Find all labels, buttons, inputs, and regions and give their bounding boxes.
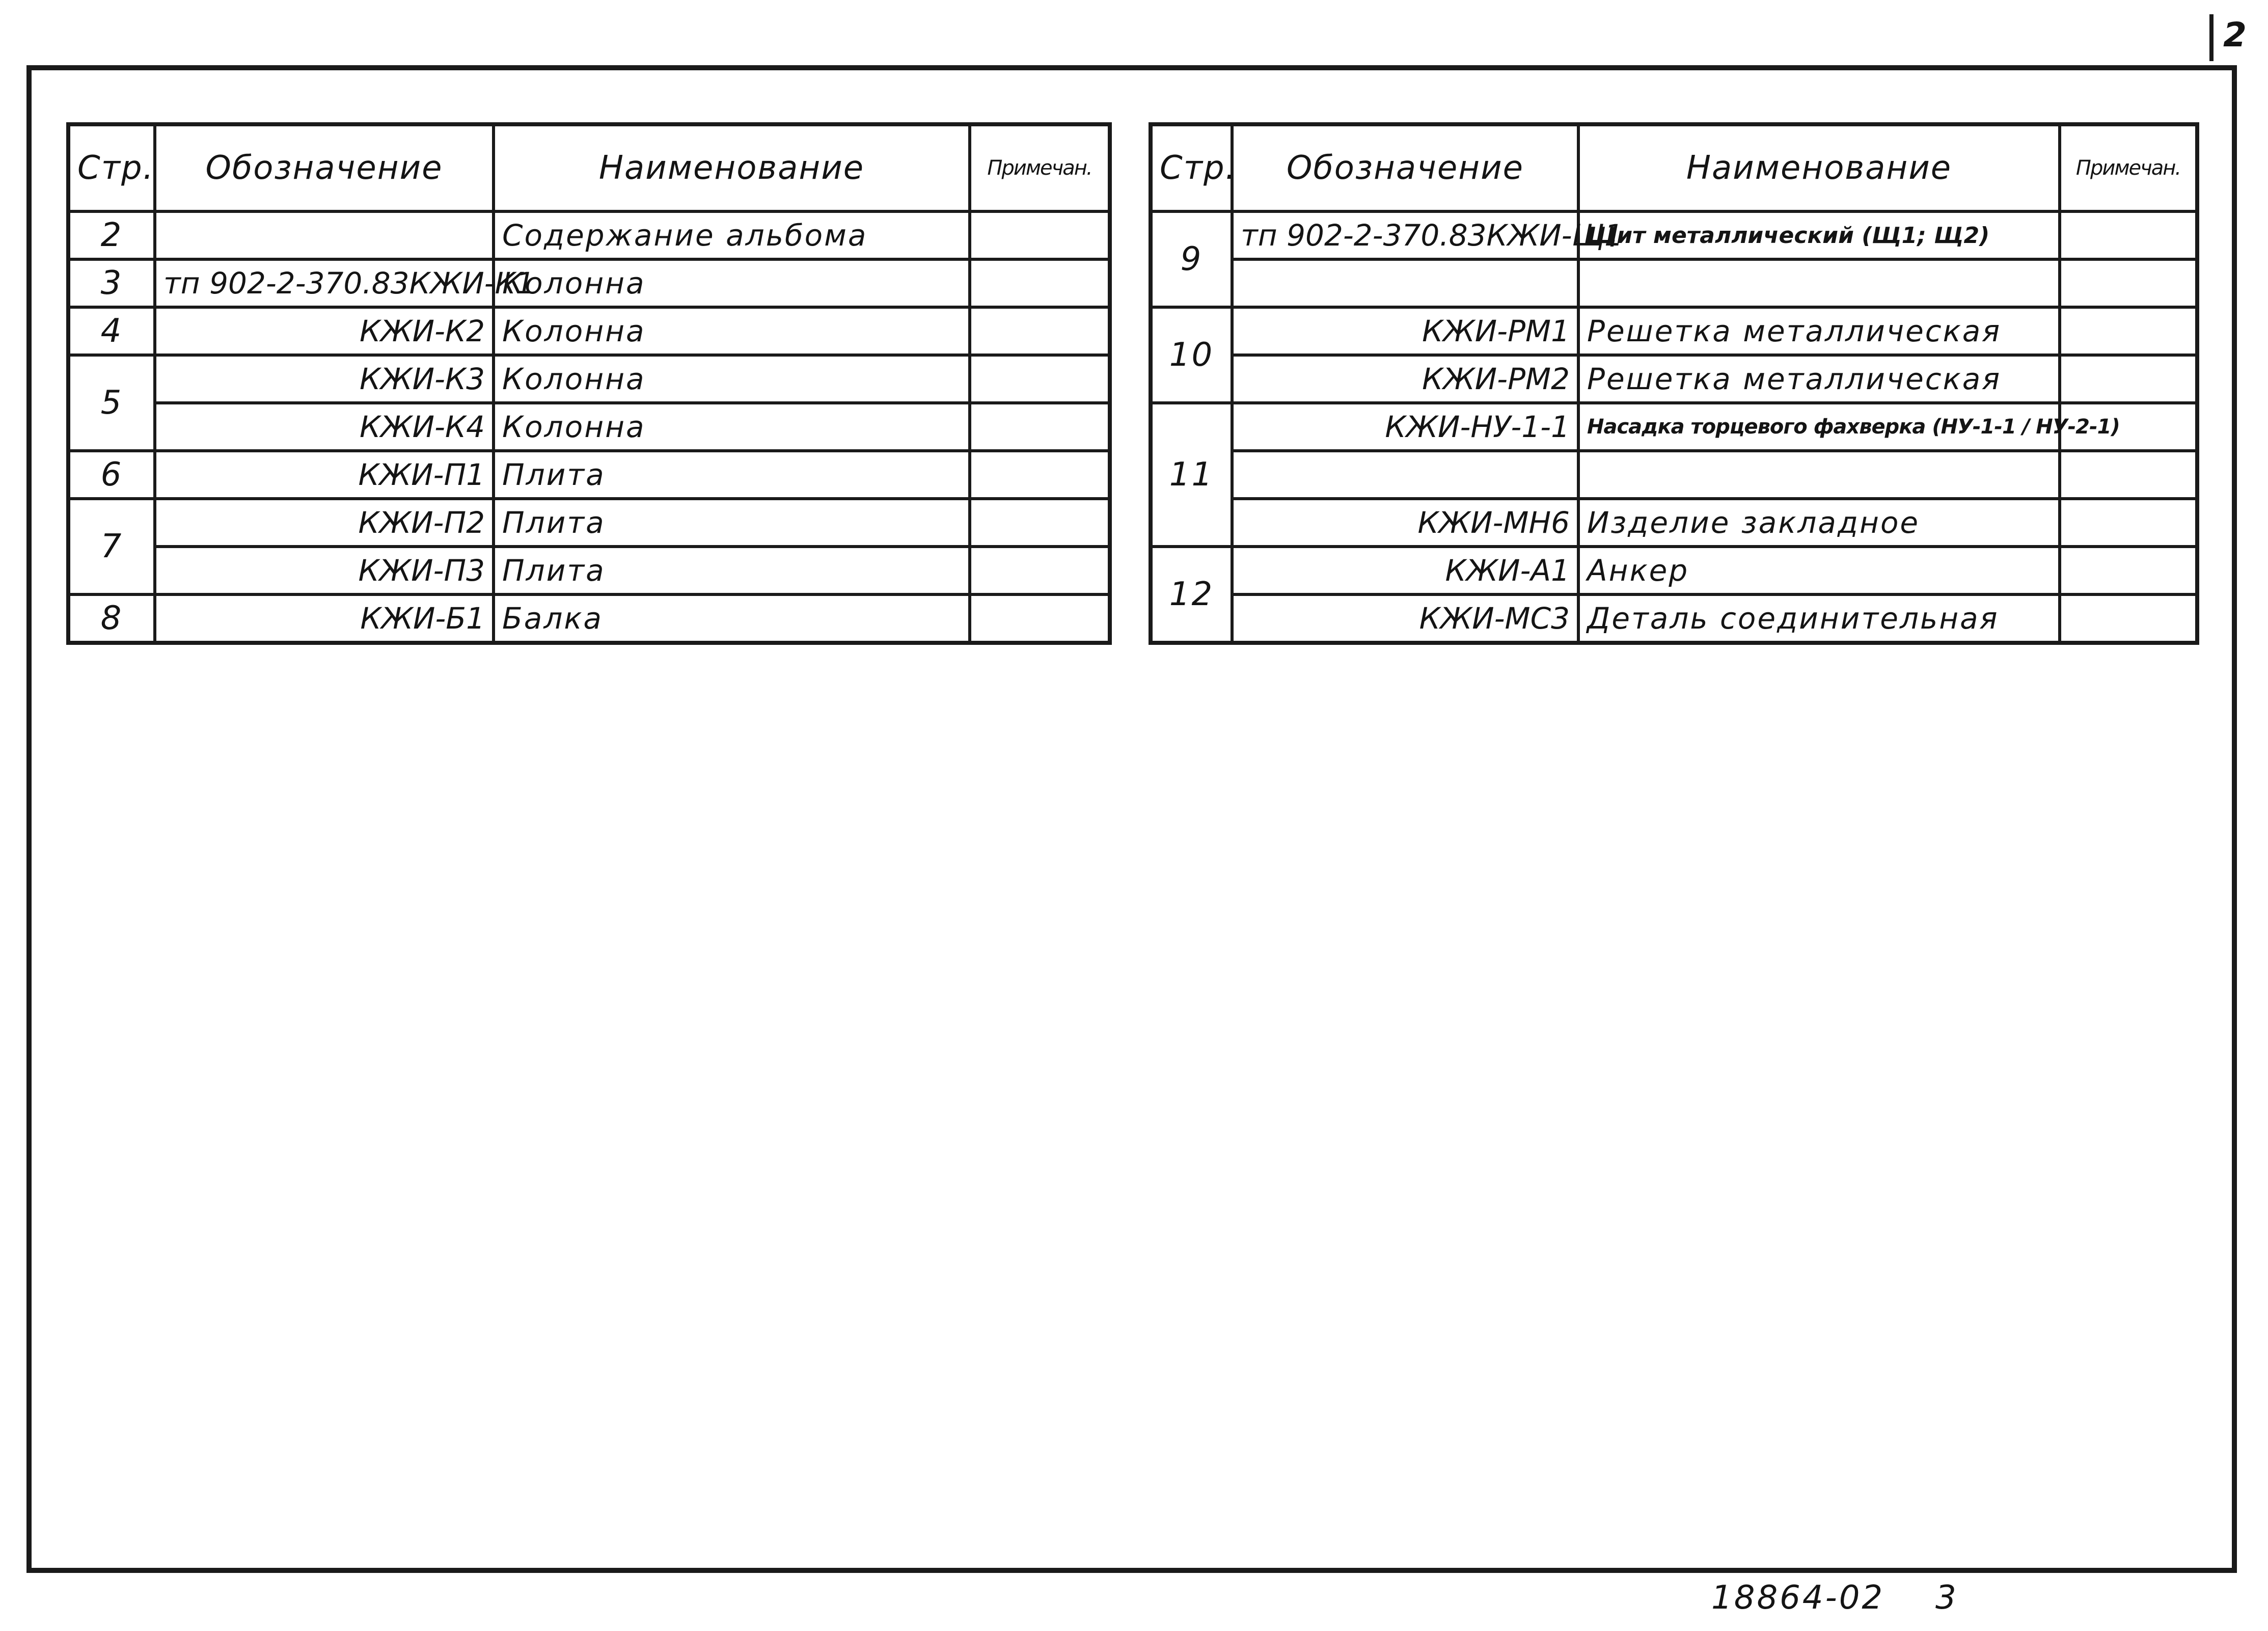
designation: КЖИ-РМ1	[1232, 307, 1578, 355]
item-name: Колонна	[494, 307, 970, 355]
page-number: 9	[1151, 211, 1232, 307]
page-number: 10	[1151, 307, 1232, 403]
item-name: Колонна	[494, 403, 970, 451]
note-cell	[970, 259, 1110, 307]
note-cell	[970, 451, 1110, 499]
item-name: Анкер	[1578, 547, 2060, 594]
note-cell	[970, 594, 1110, 643]
table-row	[68, 451, 1110, 499]
column-header-page: Стр.	[1151, 124, 1232, 211]
designation: КЖИ-К2	[155, 307, 494, 355]
designation: КЖИ-МН6	[1232, 499, 1578, 547]
designation: КЖИ-Б1	[155, 594, 494, 643]
table-row	[1151, 547, 2197, 594]
page-number: 7	[68, 499, 155, 594]
note-cell	[970, 307, 1110, 355]
item-name: Щит металлический (Щ1; Щ2)	[1578, 211, 2060, 259]
designation	[1232, 259, 1578, 307]
column-header-note: Примечан.	[970, 124, 1110, 211]
note-cell	[970, 547, 1110, 594]
table-row	[1151, 594, 2197, 643]
note-cell	[2060, 211, 2197, 259]
note-cell	[970, 499, 1110, 547]
item-name: Балка	[494, 594, 970, 643]
designation: тп 902-2-370.83КЖИ-К1	[155, 259, 494, 307]
note-cell	[2060, 594, 2197, 643]
item-name	[1578, 259, 2060, 307]
note-cell	[970, 403, 1110, 451]
table-row	[1151, 355, 2197, 403]
designation: КЖИ-П2	[155, 499, 494, 547]
item-name: Плита	[494, 547, 970, 594]
item-name: Насадка торцевого фахверка (НУ-1-1 / НУ-2-1)	[1578, 403, 2060, 451]
table-row	[1151, 211, 2197, 259]
note-cell	[2060, 547, 2197, 594]
album-code: 18864-02	[1711, 1579, 1885, 1617]
page-number: 8	[68, 594, 155, 643]
item-name: Содержание альбома	[494, 211, 970, 259]
table-row	[68, 403, 1110, 451]
note-cell	[2060, 307, 2197, 355]
note-cell	[2060, 499, 2197, 547]
page-number: 2	[68, 211, 155, 259]
table-row	[68, 211, 1110, 259]
table-row	[1151, 259, 2197, 307]
column-header-designation: Обозначение	[155, 124, 494, 211]
table-row	[68, 547, 1110, 594]
item-name: Деталь соединительная	[1578, 594, 2060, 643]
table-header-row	[1151, 124, 2197, 211]
table-row	[1151, 403, 2197, 451]
table-row	[1151, 499, 2197, 547]
designation: КЖИ-НУ-1-1	[1232, 403, 1578, 451]
table-row	[1151, 451, 2197, 499]
note-cell	[2060, 451, 2197, 499]
table-row	[1151, 307, 2197, 355]
column-header-designation: Обозначение	[1232, 124, 1578, 211]
designation: КЖИ-РМ2	[1232, 355, 1578, 403]
page-number: 6	[68, 451, 155, 499]
designation: КЖИ-А1	[1232, 547, 1578, 594]
note-cell	[970, 355, 1110, 403]
page-number: 11	[1151, 403, 1232, 547]
item-name: Решетка металлическая	[1578, 355, 2060, 403]
item-name: Плита	[494, 451, 970, 499]
column-header-name: Наименование	[1578, 124, 2060, 211]
contents-table-right	[1149, 122, 2199, 645]
item-name: Колонна	[494, 259, 970, 307]
designation: КЖИ-П1	[155, 451, 494, 499]
item-name: Решетка металлическая	[1578, 307, 2060, 355]
item-name: Колонна	[494, 355, 970, 403]
designation: КЖИ-МС3	[1232, 594, 1578, 643]
note-cell	[970, 211, 1110, 259]
sheet-number: 2	[2223, 15, 2247, 55]
designation: КЖИ-К3	[155, 355, 494, 403]
designation: КЖИ-К4	[155, 403, 494, 451]
page-number: 3	[68, 259, 155, 307]
table-row	[68, 594, 1110, 643]
footer-page-number: 3	[1935, 1579, 1956, 1617]
note-cell	[2060, 259, 2197, 307]
column-header-name: Наименование	[494, 124, 970, 211]
contents-table-left	[66, 122, 1112, 645]
column-header-page: Стр.	[68, 124, 155, 211]
page-number: 5	[68, 355, 155, 451]
item-name	[1578, 451, 2060, 499]
designation: КЖИ-П3	[155, 547, 494, 594]
table-header-row	[68, 124, 1110, 211]
page-number: 4	[68, 307, 155, 355]
item-name: Плита	[494, 499, 970, 547]
note-cell	[2060, 355, 2197, 403]
item-name: Изделие закладное	[1578, 499, 2060, 547]
designation	[1232, 451, 1578, 499]
corner-mark	[2209, 14, 2214, 61]
designation	[155, 211, 494, 259]
table-row	[68, 259, 1110, 307]
column-header-note: Примечан.	[2060, 124, 2197, 211]
table-row	[68, 499, 1110, 547]
table-row	[68, 355, 1110, 403]
page-number: 12	[1151, 547, 1232, 643]
table-row	[68, 307, 1110, 355]
designation: тп 902-2-370.83КЖИ-Щ1	[1232, 211, 1578, 259]
